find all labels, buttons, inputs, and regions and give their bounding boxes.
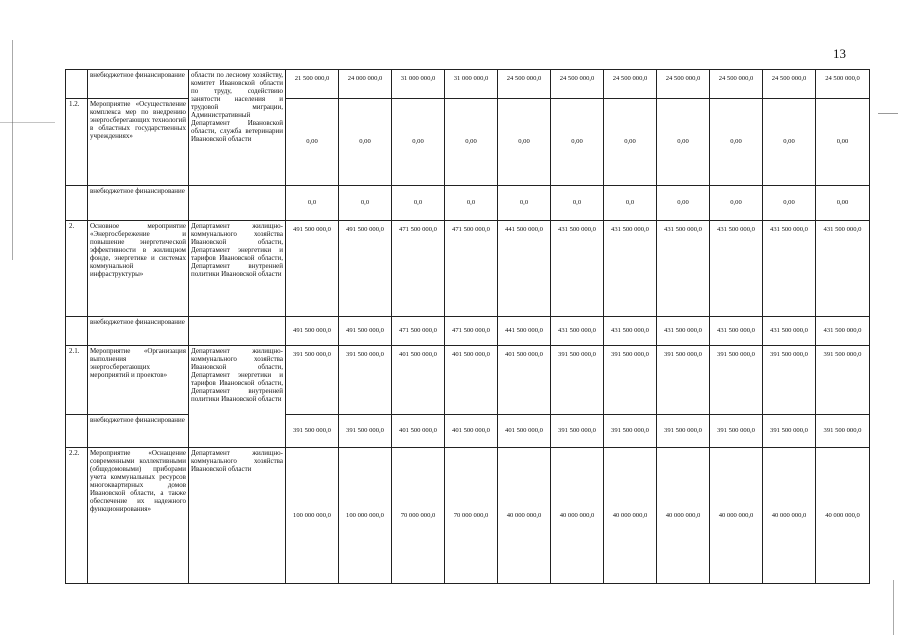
amount-cell: 0,00 [657,186,710,221]
row-description: Мероприятие «Организация выполнения энергосберегающих мероприятий и проектов» [88,346,189,415]
row-description: Мероприятие «Оснащение современными коллективными (общедомовыми) приборами учета коммунальных ресурсов многоквартирных домов Ивановской области, а также обеспечение их надежного функционирования» [88,448,189,584]
amount-cell: 431 500 000,0 [551,317,604,346]
amount-cell: 471 500 000,0 [445,221,498,317]
amount-cell: 0,00 [498,99,551,186]
amount-cell: 391 500 000,0 [286,346,339,415]
row-description: Основное мероприятие «Энергосбережение и повышение энергетической эффективности в жилищном фонде, энергетике и системах коммунальной инфраструктуры» [88,221,189,317]
amount-cell: 391 500 000,0 [657,346,710,415]
amount-cell: 0,0 [604,186,657,221]
amount-cell: 0,00 [339,99,392,186]
amount-cell: 0,00 [657,99,710,186]
amount-cell: 31 000 000,0 [392,70,445,99]
row-description: Мероприятие «Осуществление комплекса мер по внедрению энергосберегающих технологий в областных государственных учреждениях» [88,99,189,186]
amount-cell: 431 500 000,0 [763,317,816,346]
amount-cell: 0,00 [445,99,498,186]
amount-cell: 0,00 [816,186,870,221]
amount-cell: 401 500 000,0 [445,415,498,448]
amount-cell: 391 500 000,0 [657,415,710,448]
amount-cell: 391 500 000,0 [339,415,392,448]
amount-cell: 391 500 000,0 [710,346,763,415]
amount-cell: 24 500 000,0 [604,70,657,99]
row-number: 1.2. [66,99,88,186]
scan-artifact-right [893,580,894,635]
row-number: 2.1. [66,346,88,415]
table-row [66,415,870,448]
amount-cell: 40 000 000,0 [498,448,551,584]
row-description: внебюджетное финансирование [88,415,189,448]
amount-cell: 0,00 [286,99,339,186]
amount-cell: 391 500 000,0 [339,346,392,415]
amount-cell: 431 500 000,0 [710,221,763,317]
amount-cell: 431 500 000,0 [657,317,710,346]
amount-cell: 40 000 000,0 [551,448,604,584]
amount-cell: 40 000 000,0 [816,448,870,584]
amount-cell: 391 500 000,0 [816,415,870,448]
amount-cell: 391 500 000,0 [710,415,763,448]
amount-cell: 0,00 [604,99,657,186]
amount-cell: 31 000 000,0 [445,70,498,99]
row-number [66,415,88,448]
amount-cell: 0,0 [339,186,392,221]
amount-cell: 0,0 [445,186,498,221]
amount-cell: 391 500 000,0 [816,346,870,415]
page-number: 13 [833,46,846,61]
scan-artifact-right-dash [878,113,898,114]
scan-artifact-left-dash [0,122,55,123]
amount-cell: 0,0 [498,186,551,221]
amount-cell: 491 500 000,0 [339,221,392,317]
amount-cell: 21 500 000,0 [286,70,339,99]
row-executor: области по лесному хозяйству, комитет Ивановской области по труду, содействию занятости населения и трудовой миграции, Административный Департамент Ивановской области, служба ветеринарии Ивановской области [189,70,286,186]
table-row [66,99,870,186]
amount-cell: 491 500 000,0 [339,317,392,346]
table-row [66,448,870,584]
row-description: внебюджетное финансирование [88,70,189,99]
amount-cell: 0,00 [710,186,763,221]
amount-cell: 70 000 000,0 [445,448,498,584]
amount-cell: 0,0 [551,186,604,221]
amount-cell: 0,0 [392,186,445,221]
row-executor: Департамент жилищно-коммунального хозяйства Ивановской области, Департамент энергетики и тарифов Ивановской области, Департамент внутренней политики Ивановской области [189,346,286,448]
amount-cell: 391 500 000,0 [551,415,604,448]
amount-cell: 401 500 000,0 [445,346,498,415]
amount-cell: 40 000 000,0 [763,448,816,584]
scan-artifact-left [12,40,13,260]
amount-cell: 24 500 000,0 [551,70,604,99]
row-description: внебюджетное финансирование [88,186,189,221]
amount-cell: 24 500 000,0 [816,70,870,99]
amount-cell: 40 000 000,0 [657,448,710,584]
amount-cell: 70 000 000,0 [392,448,445,584]
amount-cell: 471 500 000,0 [392,317,445,346]
row-number [66,317,88,346]
amount-cell: 0,00 [710,99,763,186]
amount-cell: 24 500 000,0 [710,70,763,99]
amount-cell: 24 000 000,0 [339,70,392,99]
amount-cell: 24 500 000,0 [763,70,816,99]
amount-cell: 431 500 000,0 [657,221,710,317]
amount-cell: 100 000 000,0 [339,448,392,584]
amount-cell: 431 500 000,0 [551,221,604,317]
row-number [66,70,88,99]
amount-cell: 401 500 000,0 [392,346,445,415]
table-row [66,221,870,317]
amount-cell: 471 500 000,0 [445,317,498,346]
amount-cell: 391 500 000,0 [604,346,657,415]
amount-cell: 40 000 000,0 [604,448,657,584]
amount-cell: 491 500 000,0 [286,317,339,346]
table-row [66,317,870,346]
row-executor: Департамент жилищно-коммунального хозяйства Ивановской области [189,448,286,584]
amount-cell: 471 500 000,0 [392,221,445,317]
table-row [66,70,870,99]
amount-cell: 100 000 000,0 [286,448,339,584]
amount-cell: 441 500 000,0 [498,221,551,317]
amount-cell: 0,00 [763,99,816,186]
row-number [66,186,88,221]
row-executor [189,317,286,346]
amount-cell: 0,00 [392,99,445,186]
amount-cell: 431 500 000,0 [816,221,870,317]
amount-cell: 391 500 000,0 [604,415,657,448]
amount-cell: 431 500 000,0 [604,221,657,317]
table-row [66,186,870,221]
amount-cell: 401 500 000,0 [392,415,445,448]
amount-cell: 431 500 000,0 [710,317,763,346]
amount-cell: 391 500 000,0 [763,346,816,415]
amount-cell: 431 500 000,0 [604,317,657,346]
amount-cell: 24 500 000,0 [657,70,710,99]
amount-cell: 0,00 [551,99,604,186]
amount-cell: 441 500 000,0 [498,317,551,346]
amount-cell: 491 500 000,0 [286,221,339,317]
row-executor [189,186,286,221]
amount-cell: 431 500 000,0 [763,221,816,317]
funding-table [65,69,870,584]
row-executor: Департамент жилищно-коммунального хозяйства Ивановской области, Департамент энергетики и тарифов Ивановской области, Департамент внутренней политики Ивановской области [189,221,286,317]
amount-cell: 391 500 000,0 [286,415,339,448]
amount-cell: 0,00 [763,186,816,221]
row-number: 2. [66,221,88,317]
amount-cell: 401 500 000,0 [498,346,551,415]
table-row [66,346,870,415]
amount-cell: 431 500 000,0 [816,317,870,346]
amount-cell: 0,00 [816,99,870,186]
row-number: 2.2. [66,448,88,584]
amount-cell: 401 500 000,0 [498,415,551,448]
amount-cell: 40 000 000,0 [710,448,763,584]
amount-cell: 0,0 [286,186,339,221]
amount-cell: 391 500 000,0 [763,415,816,448]
amount-cell: 24 500 000,0 [498,70,551,99]
amount-cell: 391 500 000,0 [551,346,604,415]
row-description: внебюджетное финансирование [88,317,189,346]
